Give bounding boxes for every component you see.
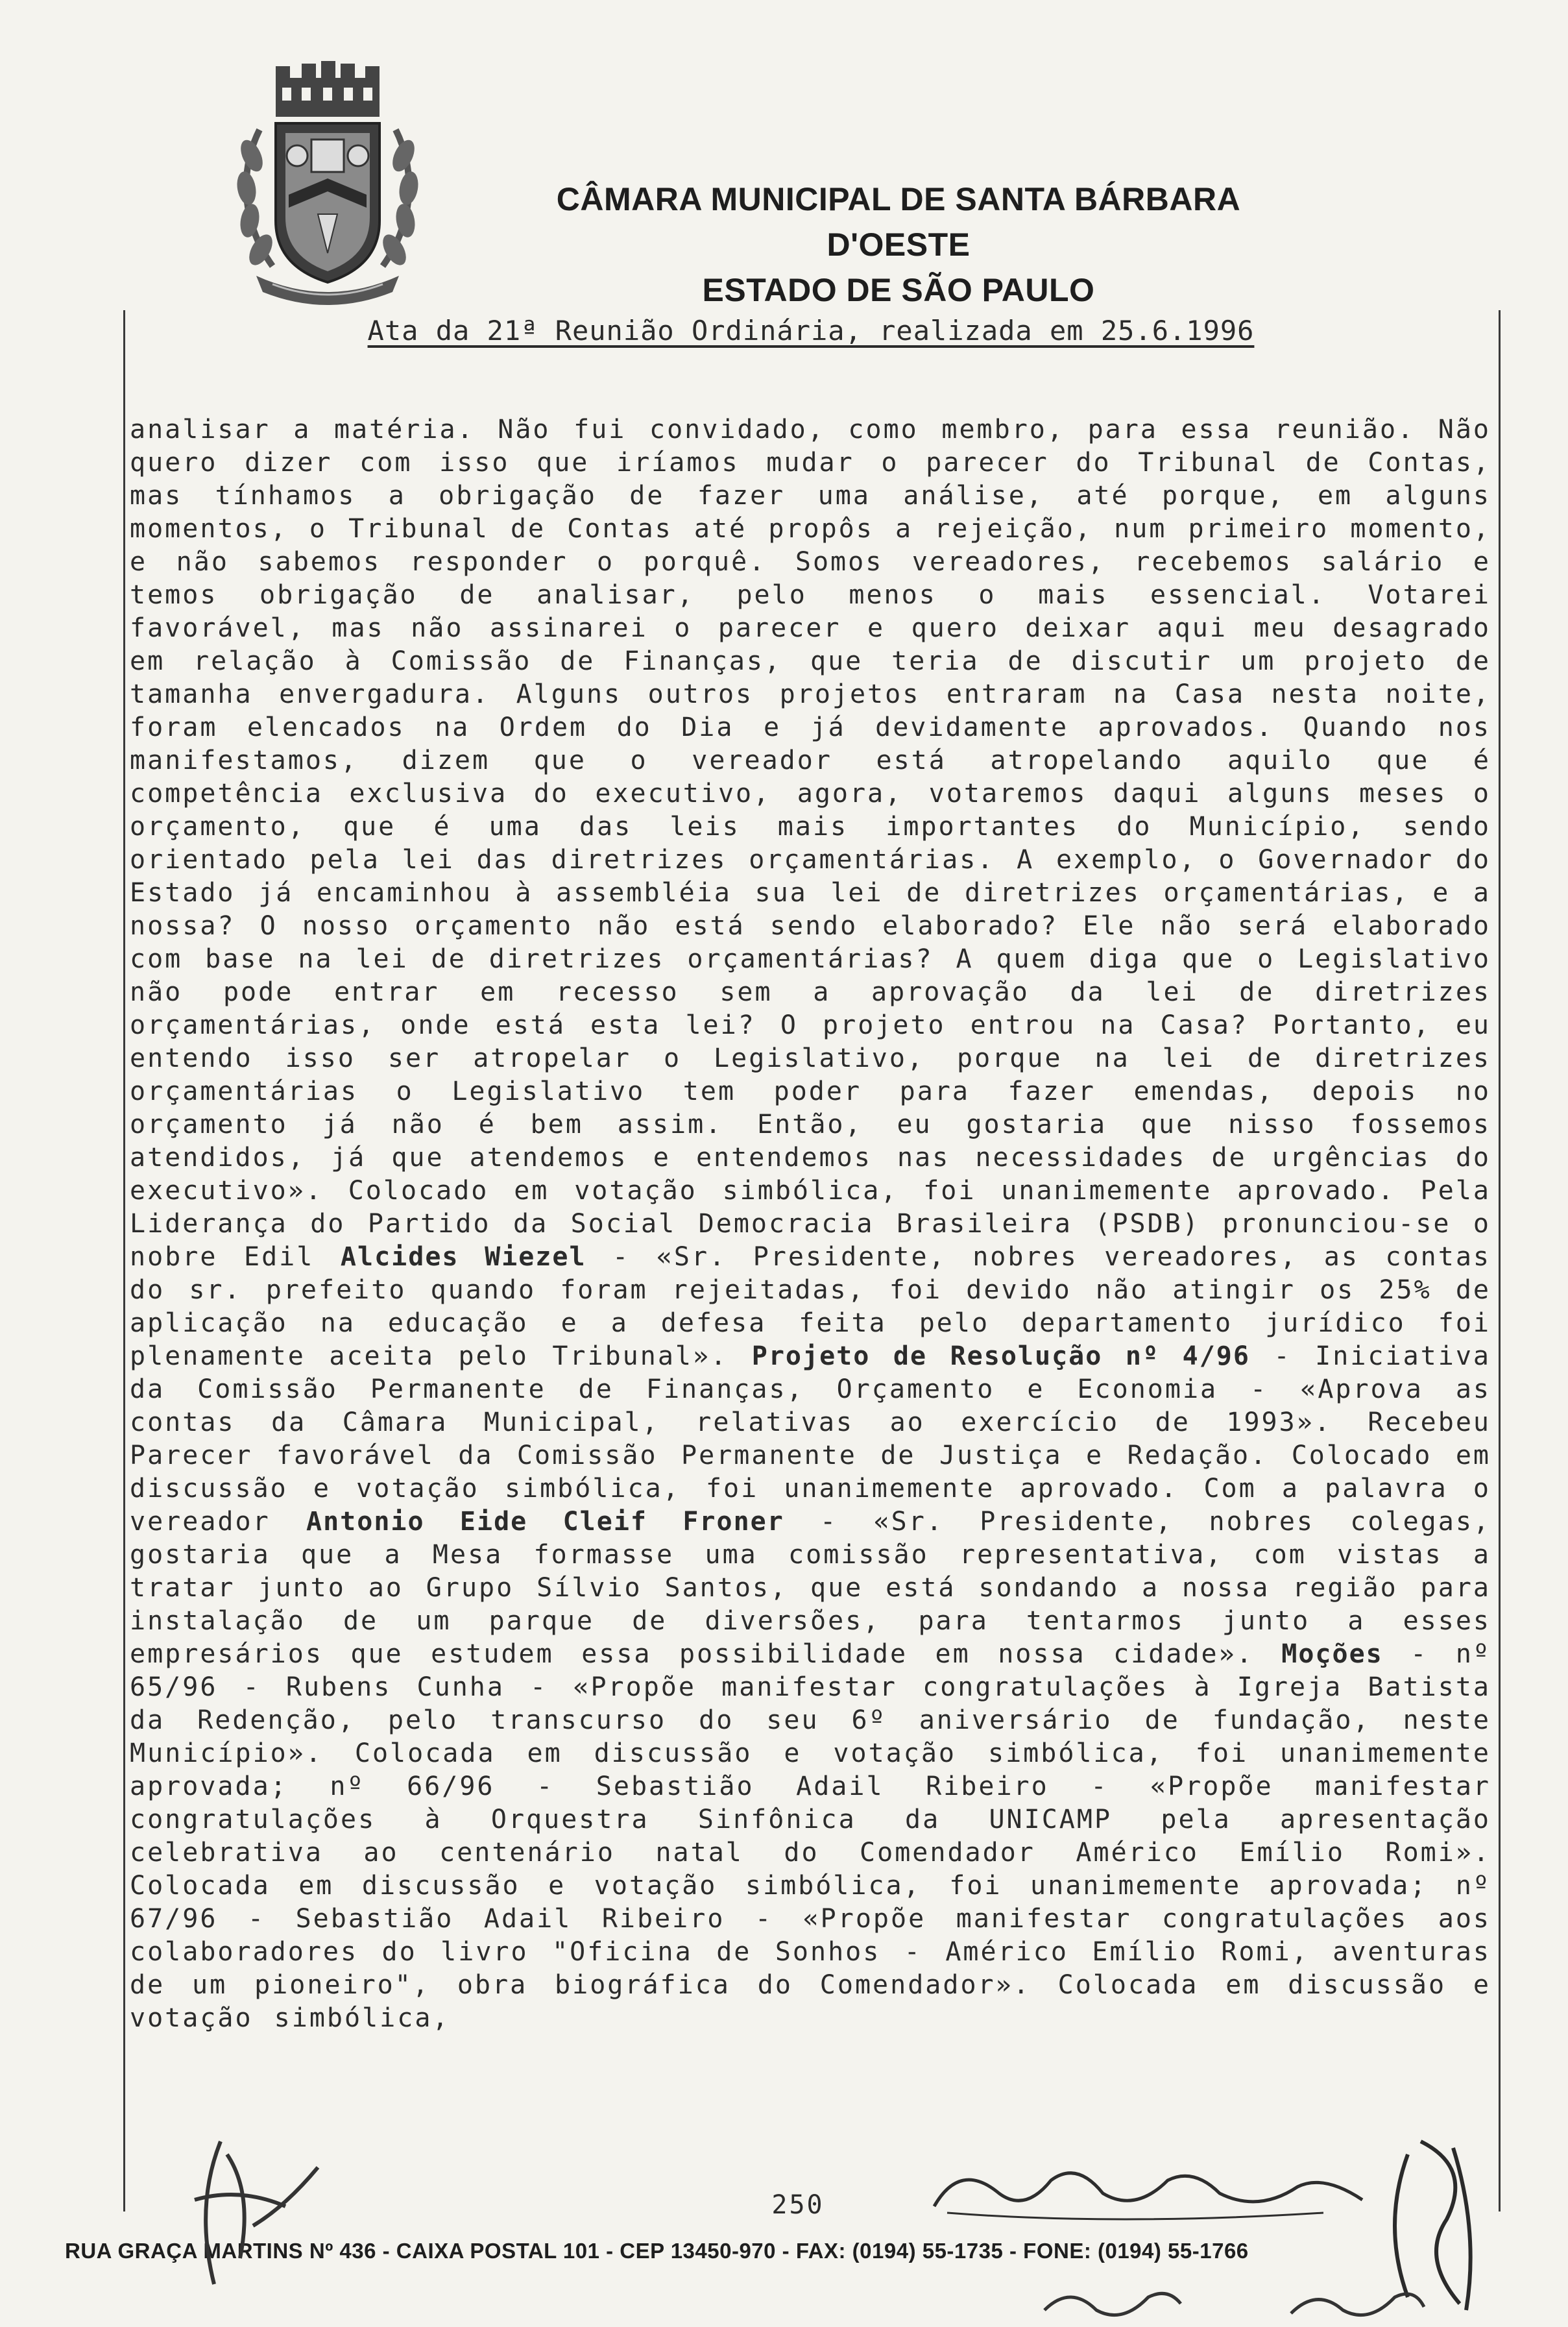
page-number: 250 [771, 2190, 825, 2220]
text-run: - «Sr. Presidente, nobres colegas, gostaria que a Mesa formasse uma comissão representativa, com vistas a tratar junto ao Grupo Sílvio Santos, que está sondando a nossa região para instalação de um parque de diversões, para tentarmos junto a esses empresários que estudem essa possibilidade em nossa cidade». [130, 1507, 1491, 1669]
footer-address: RUA GRAÇA MARTINS Nº 436 - CAIXA POSTAL 101 - CEP 13450-970 - FAX: (0194) 55-1735 - FONE: (0194) 55-1766 [65, 2239, 1249, 2263]
page-border-left [123, 310, 125, 2211]
signature-icon-bottom-b [1285, 2281, 1427, 2324]
text-run: - Iniciativa da Comissão Permanente de Finanças, Orçamento e Economia - «Aprova as contas da Câmara Municipal, relativas ao exercício de 1993». Recebeu Parecer favorável da Comissão Permanente de Justiça e Redação. Colocado em discussão e votação simbólica, foi unanimemente aprovado. Com a palavra o vereador [130, 1341, 1491, 1537]
coat-of-arms-icon [221, 58, 435, 305]
state-name: ESTADO DE SÃO PAULO [702, 272, 1095, 308]
text-run: - «Sr. Presidente, nobres vereadores, as contas do sr. prefeito quando foram rejeitadas, foi devido não atingir os 25% de aplicação na educação e a defesa feita pelo departamento jurídico foi plenamente aceita pelo Tribunal». [130, 1242, 1491, 1371]
institution-header [493, 177, 1304, 313]
signature-icon-bottom-a [1031, 2284, 1187, 2324]
bold-run: Projeto de Resolução nº 4/96 [751, 1341, 1250, 1371]
institution-name: CÂMARA MUNICIPAL DE SANTA BÁRBARA D'OESTE [556, 181, 1241, 263]
bold-run: Alcides Wiezel [340, 1242, 586, 1272]
minutes-body [130, 413, 1491, 2035]
minutes-title: Ata da 21ª Reunião Ordinária, realizada em 25.6.1996 [367, 315, 1255, 347]
text-run: - nº 65/96 - Rubens Cunha - «Propõe manifestar congratulações à Igreja Batista da Redenção, pelo transcurso do seu 6º aniversário de fundação, neste Município». Colocada em discussão e votação simbólica, foi unanimemente aprovada; nº 66/96 - Sebastião Adail Ribeiro - «Propõe manifestar congratulações à Orquestra Sinfônica da UNICAMP pela apresentação celebrativa ao centenário natal do Comendador Américo Emílio Romi». Colocada em discussão e votação simbólica, foi unanimemente aprovada; nº 67/96 - Sebastião Adail Ribeiro - «Propõe manifestar congratulações aos colaboradores do livro "Oficina de Sonhos - Américo Emílio Romi, aventuras de um pioneiro", obra biográfica do Comendador». Colocada em discussão e votação simbólica, [130, 1639, 1491, 2033]
page-border-right [1499, 310, 1501, 2211]
bold-run: Moções [1281, 1639, 1383, 1669]
text-run: analisar a matéria. Não fui convidado, como membro, para essa reunião. Não quero dizer com isso que iríamos mudar o parecer do Tribunal de Contas, mas tínhamos a obrigação de fazer uma análise, até porque, em alguns momentos, o Tribunal de Contas até propôs a rejeição, num primeiro momento, e não sabemos responder o porquê. Somos vereadores, recebemos salário e temos obrigação de analisar, pelo menos o mais essencial. Votarei favorável, mas não assinarei o parecer e quero deixar aqui meu desagrado em relação à Comissão de Finanças, que teria de discutir um projeto de tamanha envergadura. Alguns outros projetos entraram na Casa nesta noite, foram elencados na Ordem do Dia e já devidamente aprovados. Quando nos manifestamos, dizem que o vereador está atropelando aquilo que é competência exclusiva do executivo, agora, votaremos daqui alguns meses o orçamento, que é uma das leis mais importantes do Município, sendo orientado pela lei das diretrizes orçamentárias. A exemplo, o Governador do Estado já encaminhou à assembléia sua lei de diretrizes orçamentárias, e a nossa? O nosso orçamento não está sendo elaborado? Ele não será elaborado com base na lei de diretrizes orçamentárias? A quem diga que o Legislativo não pode entrar em recesso sem a aprovação da lei de diretrizes orçamentárias, onde está esta lei? O projeto entrou na Casa? Portanto, eu entendo isso ser atropelar o Legislativo, porque na lei de diretrizes orçamentárias o Legislativo tem poder para fazer emendas, depois no orçamento já não é bem assim. Então, eu gostaria que nisso fossemos atendidos, já que atendemos e entendemos nas necessidades de urgências do executivo». Colocado em votação simbólica, foi unanimemente aprovado. Pela Liderança do Partido da Social Democracia Brasileira (PSDB) pronunciou-se o nobre Edil [130, 415, 1491, 1272]
signature-icon-left [156, 2128, 344, 2297]
bold-run: Antonio Eide Cleif Froner [306, 1507, 784, 1537]
signature-icon-center [921, 2154, 1388, 2226]
